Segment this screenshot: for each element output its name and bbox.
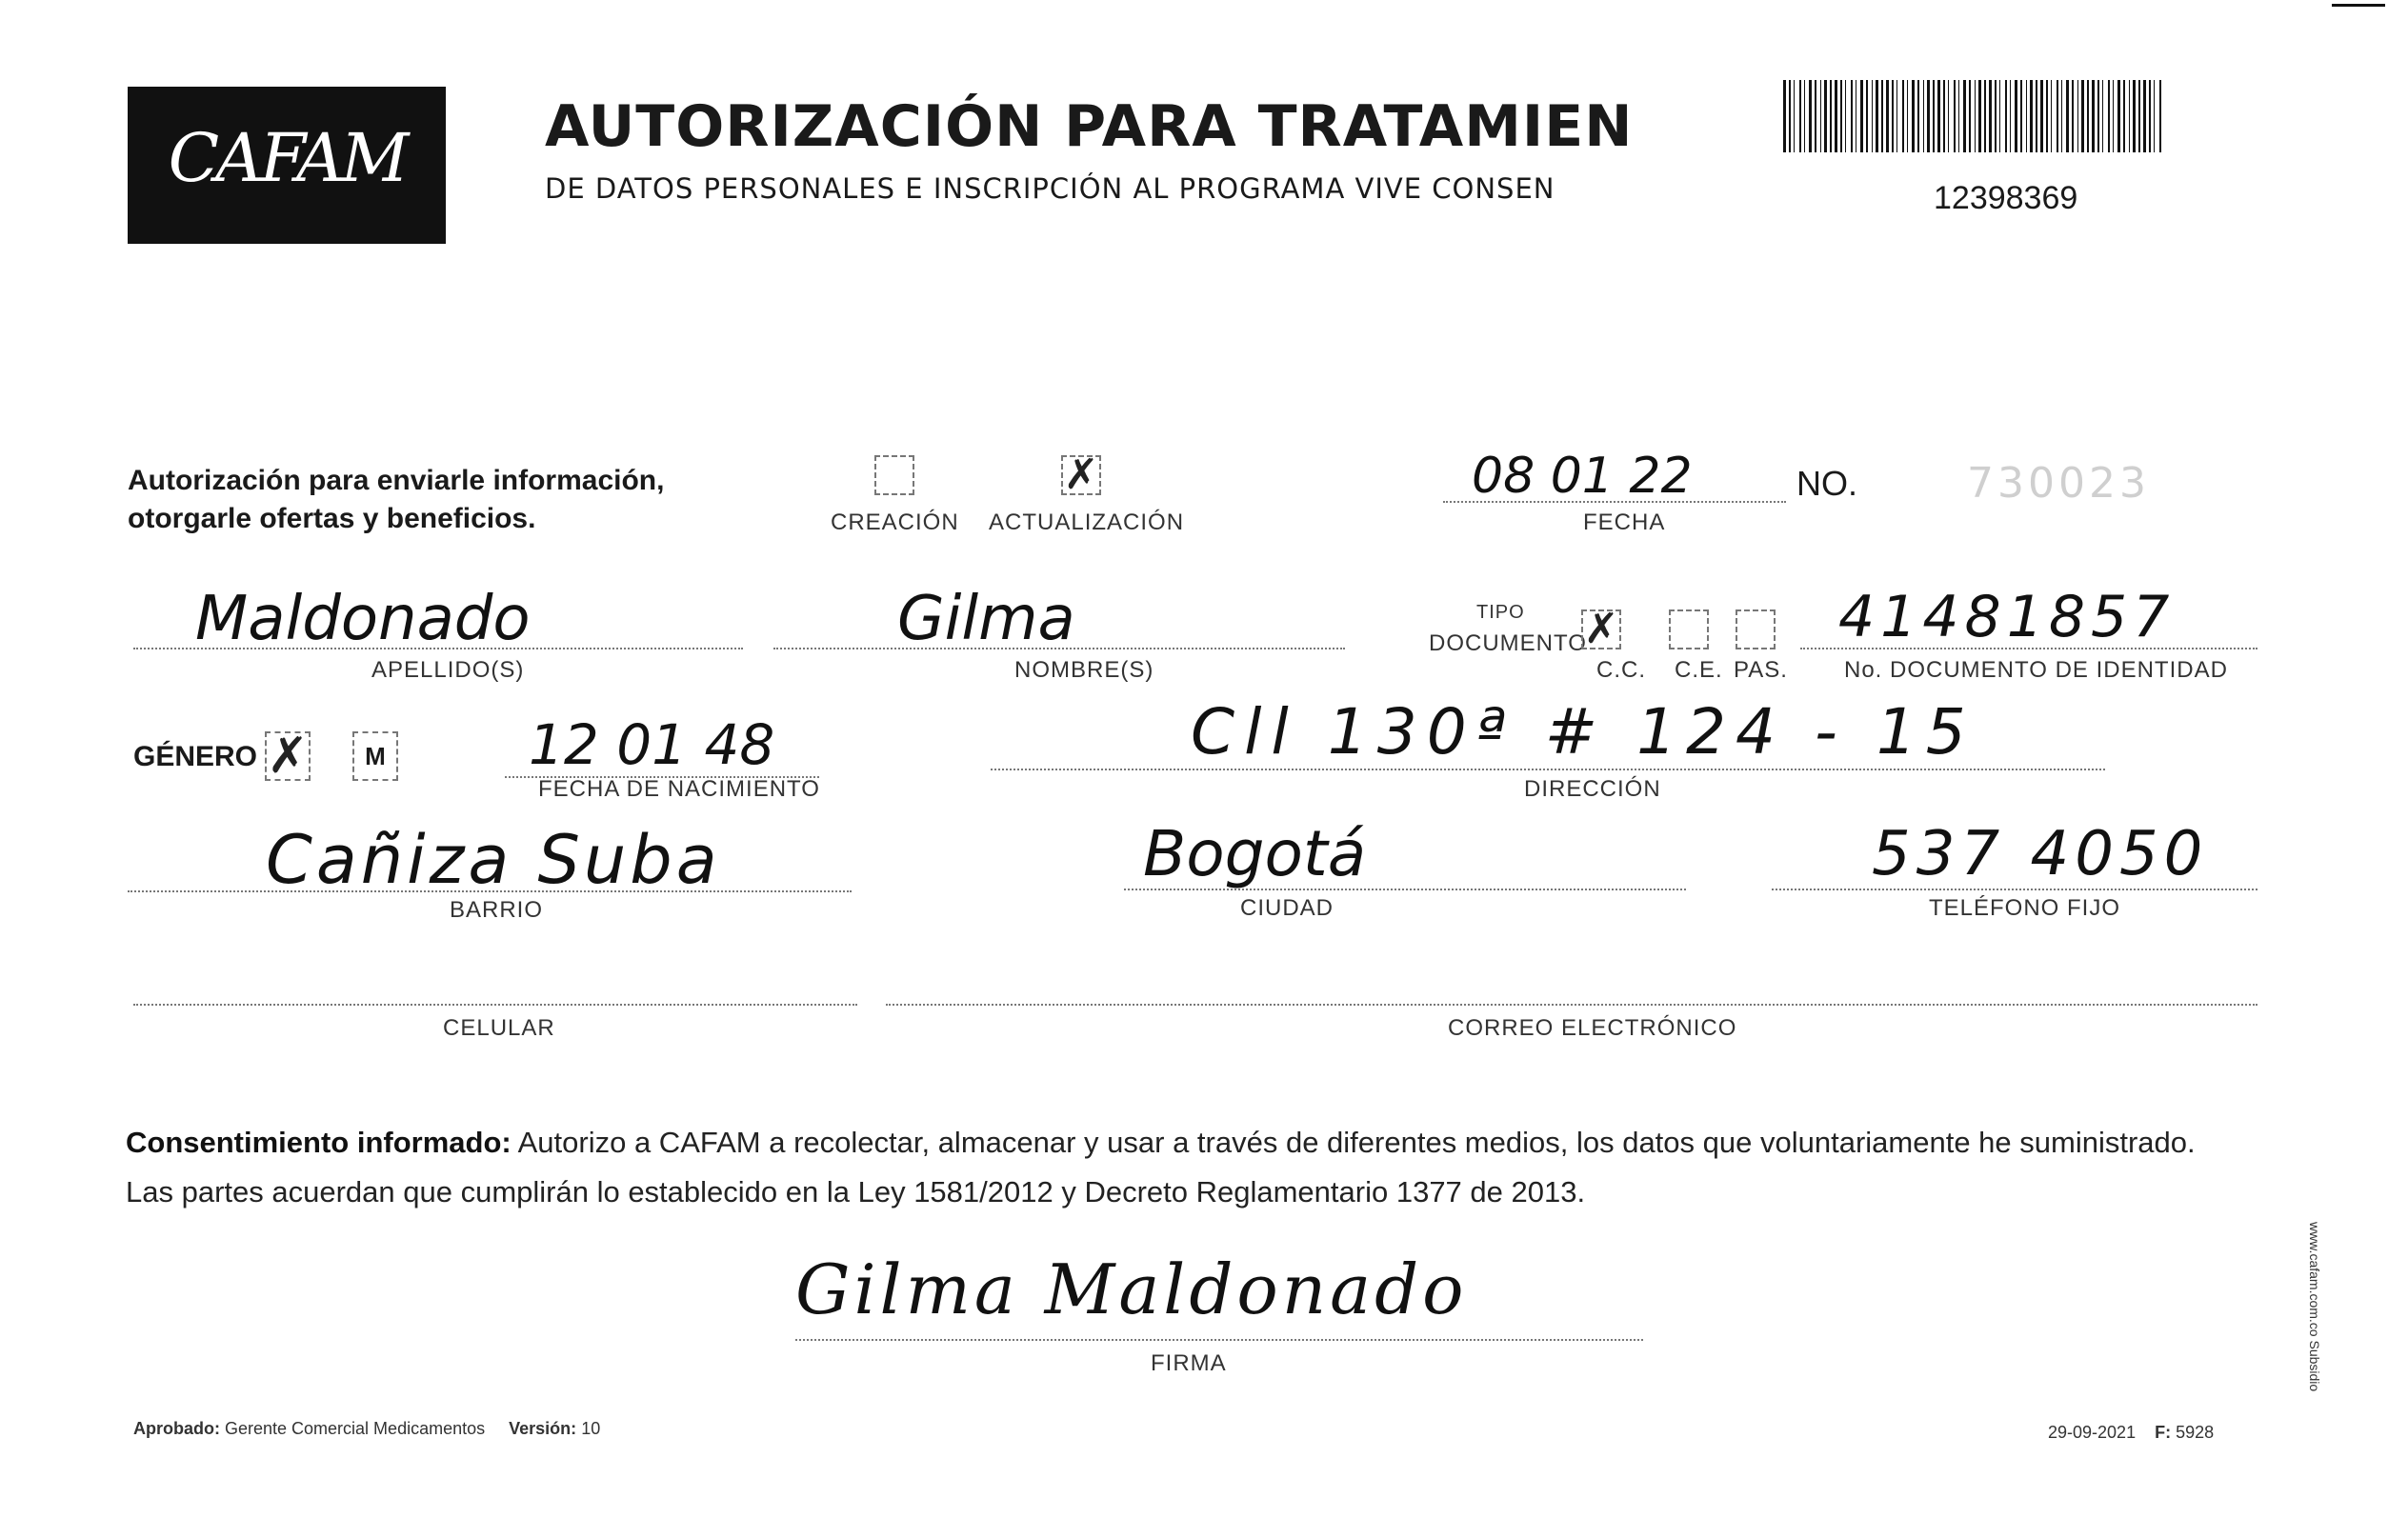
barcode-number: 12398369 (1934, 180, 2078, 216)
barcode-bar (1995, 80, 1997, 152)
footer-date: 29-09-2021 (2048, 1423, 2137, 1442)
documento-number-label: No. DOCUMENTO DE IDENTIDAD (1844, 657, 2228, 683)
barcode-bar (1794, 80, 1795, 152)
direccion-label: DIRECCIÓN (1524, 776, 1661, 802)
ciudad-value: Bogotá (1143, 817, 1367, 890)
barcode-bar (1851, 80, 1853, 152)
pas-label: PAS. (1734, 657, 1788, 683)
apellido-field[interactable] (133, 584, 743, 654)
corner-mark (2332, 4, 2385, 7)
barcode-bar (2020, 80, 2022, 152)
direccion-value: Cll 130ª # 124 - 15 (1191, 695, 1976, 769)
form-title: AUTORIZACIÓN PARA TRATAMIEN (545, 93, 1634, 160)
footer-approved (133, 1419, 600, 1439)
fecha-value: 08 01 22 (1472, 448, 1693, 505)
barcode-bar (2143, 80, 2146, 152)
ce-label: C.E. (1675, 657, 1723, 683)
barcode-bar (2097, 80, 2099, 152)
barcode-bar (2113, 80, 2114, 152)
barcode-bar (1937, 80, 1940, 152)
tipo-label: TIPO (1476, 602, 1525, 623)
barcode-bar (1872, 80, 1873, 152)
genero-m-label: M (365, 742, 386, 770)
actualizacion-checkbox[interactable]: ✗ (1061, 455, 1101, 495)
barcode-bar (1896, 80, 1897, 152)
barcode-bar (1830, 80, 1832, 152)
consent-text-1: Autorizo a CAFAM a recolectar, almacenar y usar a través de diferentes medios, los datos que voluntariamente he suministrado. (511, 1126, 2196, 1159)
barcode-bar (2117, 80, 2120, 152)
cc-label: C.C. (1596, 657, 1646, 683)
authorization-label (128, 462, 664, 538)
telefono-value: 537 4050 (1872, 819, 2209, 889)
aprobado-label: Aprobado: (133, 1419, 220, 1438)
barcode-bar (1912, 80, 1915, 152)
barcode-bar (1815, 80, 1816, 152)
barcode-bar (1984, 80, 1986, 152)
documento-label: DOCUMENTO (1429, 630, 1587, 656)
barcode-bar (2040, 80, 2043, 152)
barcode-bar (2015, 80, 2017, 152)
celular-label: CELULAR (443, 1015, 555, 1041)
barcode-bar (2046, 80, 2048, 152)
direccion-field[interactable] (991, 695, 2105, 770)
firma-label: FIRMA (1151, 1350, 1227, 1376)
actualizacion-label: ACTUALIZACIÓN (989, 509, 1185, 535)
code-value: 5928 (2176, 1423, 2215, 1442)
barcode-bar (1804, 80, 1805, 152)
barcode-bar (2061, 80, 2062, 152)
barcode-bar (2010, 80, 2011, 152)
genero-label: GÉNERO (133, 741, 258, 772)
barcode-bar (1969, 80, 1971, 152)
barcode-bar (1860, 80, 1863, 152)
telefono-field[interactable] (1772, 819, 2258, 890)
barcode-bar (1963, 80, 1966, 152)
nacimiento-value: 12 01 48 (529, 712, 775, 777)
version-value: 10 (581, 1419, 601, 1438)
barcode-bar (2057, 80, 2058, 152)
barcode-bar (2159, 80, 2161, 152)
nacimiento-label: FECHA DE NACIMIENTO (538, 776, 820, 802)
code-label: F: (2155, 1423, 2172, 1442)
aprobado-value: Gerente Comercial Medicamentos (225, 1419, 486, 1438)
barcode-bar (1943, 80, 1945, 152)
barcode-bar (2108, 80, 2110, 152)
authorization-label-line2: otorgarle ofertas y beneficios. (128, 503, 536, 534)
apellido-value: Maldonado (195, 584, 531, 654)
barcode-bar (1820, 80, 1821, 152)
barcode-bar (1789, 80, 1791, 152)
side-url-text: www.cafam.com.co Subsidio (2307, 1222, 2322, 1392)
no-label: NO. (1796, 464, 1858, 503)
creacion-label: CREACIÓN (831, 509, 959, 535)
side-url (2296, 1222, 2324, 1438)
signature: Gilma Maldonado (795, 1249, 1468, 1329)
authorization-label-line1: Autorización para enviarle información, (128, 465, 665, 496)
barrio-label: BARRIO (450, 897, 544, 923)
barcode-bar (1881, 80, 1883, 152)
barrio-value: Cañiza Suba (266, 821, 721, 899)
barcode-bar (1954, 80, 1956, 152)
consent-text (126, 1118, 2269, 1217)
barcode-bar (2005, 80, 2007, 152)
barcode-bar (2149, 80, 2151, 152)
form-subtitle: DE DATOS PERSONALES E INSCRIPCIÓN AL PROGRAMA VIVE CONSEN (545, 172, 1555, 205)
nombre-label: NOMBRE(S) (1014, 657, 1154, 683)
barcode-bar (2066, 80, 2069, 152)
barcode-bar (1866, 80, 1868, 152)
barcode-bar (1783, 80, 1786, 152)
barcode-bar (2154, 80, 2155, 152)
correo-label: CORREO ELECTRÓNICO (1448, 1015, 1737, 1041)
barcode-bar (1886, 80, 1889, 152)
logo-text: CAFAM (168, 119, 406, 197)
genero-m-checkbox[interactable] (352, 731, 398, 781)
barcode-bar (2123, 80, 2125, 152)
telefono-label: TELÉFONO FIJO (1929, 895, 2121, 921)
barcode-bar (1824, 80, 1827, 152)
barcode (1783, 80, 2164, 152)
creacion-checkbox[interactable] (874, 455, 914, 495)
barcode-bar (1958, 80, 1959, 152)
apellido-label: APELLIDO(S) (371, 657, 525, 683)
barcode-bar (2129, 80, 2130, 152)
cafam-logo (128, 87, 446, 244)
barcode-bar (2072, 80, 2074, 152)
ciudad-field[interactable] (1124, 817, 1686, 890)
correo-field[interactable] (886, 962, 2258, 1006)
barrio-field[interactable] (128, 821, 852, 899)
barcode-bar (2087, 80, 2089, 152)
barcode-bar (1902, 80, 1904, 152)
ciudad-label: CIUDAD (1240, 895, 1334, 921)
version-label: Versión: (509, 1419, 577, 1438)
barcode-bar (2092, 80, 2095, 152)
barcode-bar (1809, 80, 1812, 152)
barcode-bar (1917, 80, 1919, 152)
consent-bold: Consentimiento informado: (126, 1126, 512, 1159)
barcode-bar (1999, 80, 2000, 152)
fecha-label: FECHA (1583, 509, 1666, 535)
barcode-bar (1948, 80, 1949, 152)
documento-field[interactable] (1800, 584, 2258, 650)
barcode-bar (1876, 80, 1878, 152)
barcode-bar (1978, 80, 1981, 152)
genero-f-checkbox[interactable]: ✗ (265, 731, 311, 781)
barcode-bar (2133, 80, 2136, 152)
barcode-bar (2077, 80, 2078, 152)
barcode-bar (1975, 80, 1976, 152)
barcode-bar (1835, 80, 1837, 152)
barcode-bar (2051, 80, 2052, 152)
barcode-bar (1845, 80, 1846, 152)
celular-field[interactable] (133, 962, 857, 1006)
barcode-bar (1927, 80, 1930, 152)
footer-code (2048, 1423, 2214, 1443)
barcode-bar (2036, 80, 2037, 152)
barcode-bar (1933, 80, 1935, 152)
barcode-bar (2138, 80, 2140, 152)
pas-checkbox[interactable] (1736, 609, 1776, 649)
barcode-bar (1799, 80, 1801, 152)
consent-text-2: Las partes acuerdan que cumplirán lo establecido en la Ley 1581/2012 y Decreto Reglamentario 1377 de 2013. (126, 1175, 1586, 1208)
no-value: 730023 (1967, 459, 2150, 508)
barcode-bar (2026, 80, 2027, 152)
nacimiento-field[interactable] (505, 712, 819, 778)
fecha-field[interactable] (1443, 448, 1786, 505)
barcode-bar (1907, 80, 1908, 152)
ce-checkbox[interactable] (1669, 609, 1709, 649)
barcode-bar (1923, 80, 1924, 152)
barcode-bar (1840, 80, 1842, 152)
barcode-bar (2081, 80, 2084, 152)
barcode-bar (1989, 80, 1992, 152)
nombre-field[interactable] (773, 584, 1345, 654)
documento-value: 41481857 (1838, 584, 2176, 650)
barcode-bar (1892, 80, 1894, 152)
cc-checkbox[interactable]: ✗ (1581, 609, 1621, 649)
barcode-bar (2102, 80, 2103, 152)
barcode-bar (2030, 80, 2033, 152)
nombre-value: Gilma (897, 584, 1075, 654)
